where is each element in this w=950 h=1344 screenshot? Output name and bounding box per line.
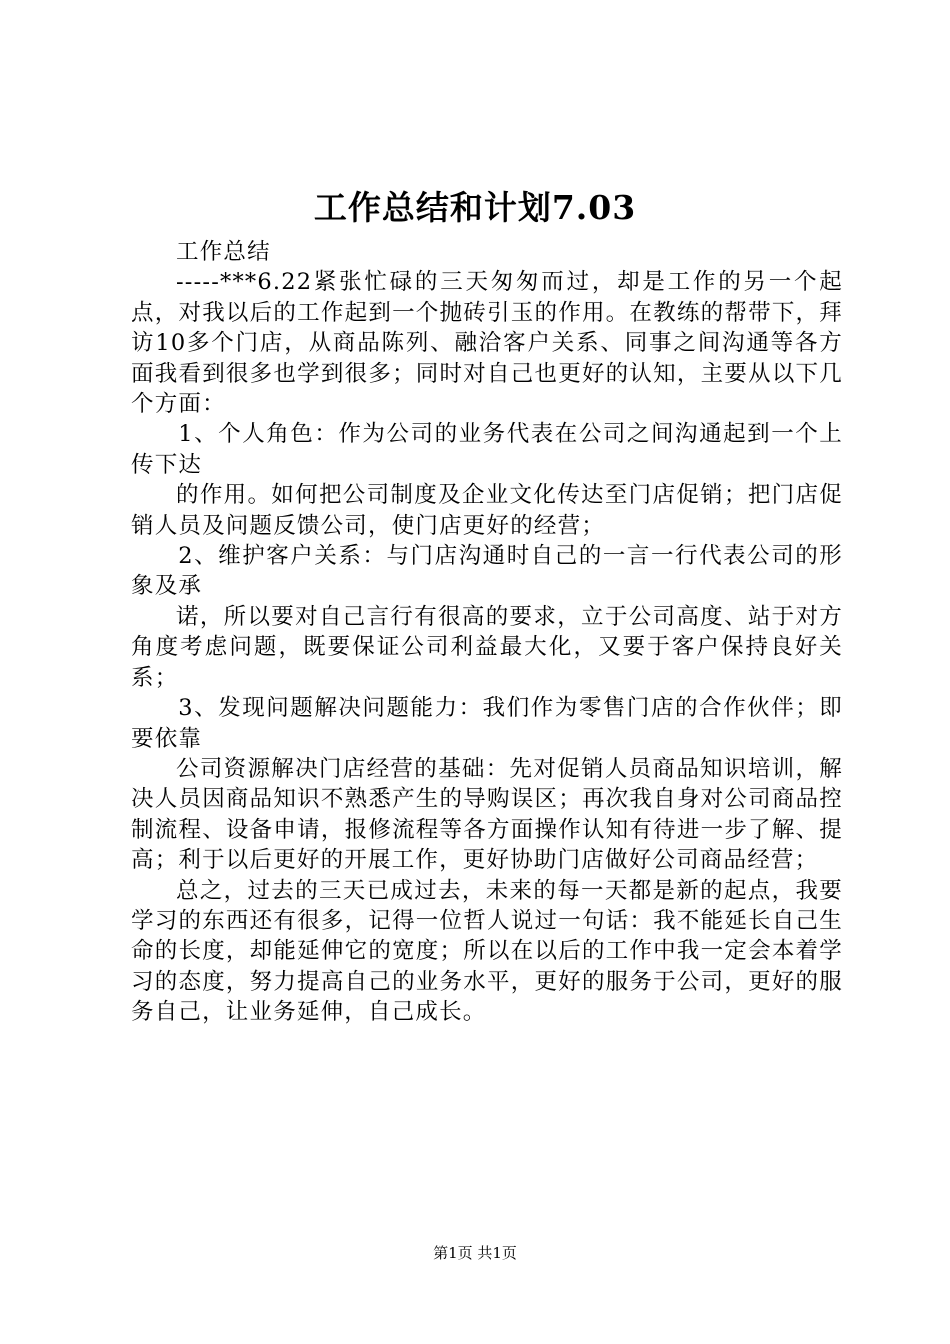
point-2-heading: 2、维护客户关系：与门店沟通时自己的一言一行代表公司的形象及承: [131, 543, 843, 600]
conclusion-paragraph: 总之，过去的三天已成过去，未来的每一天都是新的起点，我要学习的东西还有很多，记得一位哲人说过一句话：我不能延长自己生命的长度，却能延伸它的宽度；所以在以后的工作中我一定会本着学习的态度，努力提高自己的业务水平，更好的服务于公司，更好的服务自己，让业务延伸，自己成长。: [131, 877, 843, 1026]
point-1-heading: 1、个人角色：作为公司的业务代表在公司之间沟通起到一个上传下达: [131, 421, 843, 478]
document-title: 工作总结和计划7.03: [313, 188, 637, 227]
point-3-body: 公司资源解决门店经营的基础：先对促销人员商品知识培训，解决人员因商品知识不熟悉产生的导购误区；再次我自身对公司商品控制流程、设备申请，报修流程等各方面操作认知有待进一步了解、提高；利于以后更好的开展工作，更好协助门店做好公司商品经营；: [131, 755, 843, 874]
point-3-heading: 3、发现问题解决问题能力：我们作为零售门店的合作伙伴；即要依靠: [131, 695, 843, 752]
point-1-body: 的作用。如何把公司制度及企业文化传达至门店促销；把门店促销人员及问题反馈公司，使门店更好的经营；: [131, 482, 843, 539]
document-body: [131, 237, 843, 1028]
section-heading: 工作总结: [176, 239, 271, 265]
point-2-body: 诺，所以要对自己言行有很高的要求，立于公司高度、站于对方角度考虑问题，既要保证公司利益最大化，又要于客户保持良好关系；: [131, 603, 843, 691]
intro-paragraph: -----***6.22紧张忙碌的三天匆匆而过，却是工作的另一个起点，对我以后的工作起到一个抛砖引玉的作用。在教练的帮带下，拜访10多个门店，从商品陈列、融洽客户关系、同事之间沟通等各方面我看到很多也学到很多；同时对自己也更好的认知，主要从以下几个方面：: [131, 269, 843, 418]
page-number-footer: 第1页 共1页: [433, 1244, 517, 1262]
